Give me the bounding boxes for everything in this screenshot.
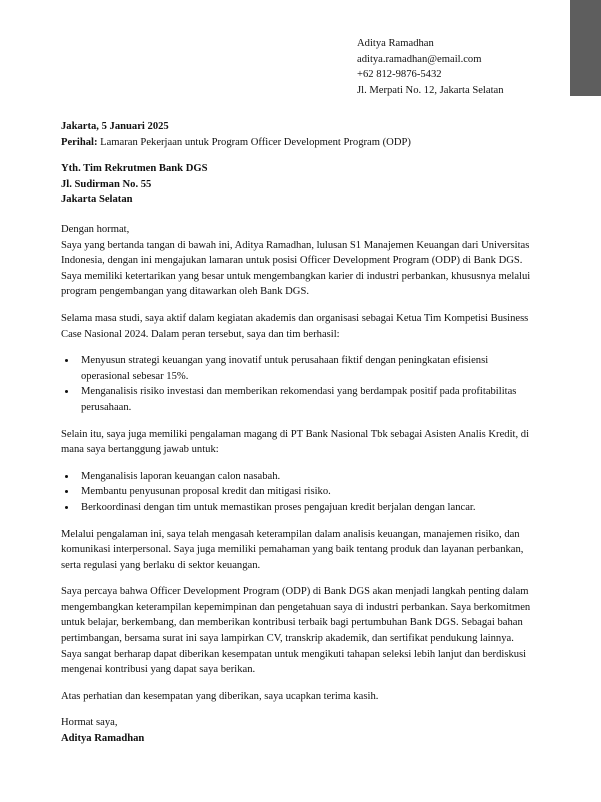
signature-name: Aditya Ramadhan — [61, 733, 145, 745]
recipient-block — [61, 161, 541, 208]
skills-paragraph: Melalui pengalaman ini, saya telah mengasah keterampilan dalam analisis keuangan, manajemen risiko, dan komunikasi interpersonal. Saya juga memiliki pemahaman yang baik tentang produk dan layanan perbankan, serta regulasi yang berlaku di sektor keuangan. — [61, 528, 524, 571]
letter-subject — [61, 135, 541, 151]
closing-block — [61, 715, 537, 746]
list-item: • Menyusun strategi keuangan yang inovatif untuk perusahaan fiktif dengan peningkatan efisiensi operasional sebesar 15%. — [77, 353, 537, 384]
achievements-list — [61, 353, 537, 415]
sender-block — [357, 36, 547, 98]
sender-phone: +62 812-9876-5432 — [357, 69, 442, 81]
letter-body — [61, 222, 537, 747]
sender-address: Jl. Merpati No. 12, Jakarta Selatan — [357, 84, 504, 96]
internship-paragraph: Selain itu, saya juga memiliki pengalaman magang di PT Bank Nasional Tbk sebagai Asisten Analis Kredit, di mana saya bertanggung jawab untuk: — [61, 428, 530, 456]
greeting: Dengan hormat, — [61, 224, 130, 235]
list-item: • Berkoordinasi dengan tim untuk memastikan proses pengajuan kredit berjalan dengan lancar. — [77, 500, 537, 516]
subject-text: Lamaran Pekerjaan untuk Program Officer Development Program (ODP) — [97, 136, 411, 148]
thanks-paragraph: Atas perhatian dan kesempatan yang diberikan, saya ucapkan terima kasih. — [61, 690, 379, 702]
sender-email: aditya.ramadhan@email.com — [357, 53, 482, 65]
list-item: • Menganalisis risiko investasi dan memberikan rekomendasi yang berdampak positif pada profitabilitas perusahaan. — [77, 384, 537, 415]
closing-salutation: Hormat saya, — [61, 717, 118, 729]
list-item: • Membantu penyusunan proposal kredit dan mitigasi risiko. — [77, 484, 537, 500]
belief-paragraph: Saya percaya bahwa Officer Development Program (ODP) di Bank DGS akan menjadi langkah penting dalam mengembangkan keterampilan kepemimpinan dan pengetahuan saya di industri perbankan. Saya berkomitmen untuk belajar, berkembang, dan memberikan kontribusi terbaik bagi pertumbuhan Bank DGS. Sebagai bahan pertimbangan, bersama surat ini saya lampirkan CV, transkrip akademik, dan sertifikat pendukung lainnya. Saya sangat berharap dapat diberikan kesempatan untuk mengikuti tahapan seleksi lebih lanjut dan berdiskusi mengenai kontribusi yang dapat saya berikan. — [61, 586, 531, 676]
letter-date: Jakarta, 5 Januari 2025 — [61, 121, 169, 132]
letter-meta — [61, 119, 541, 150]
list-item: • Menganalisis laporan keuangan calon nasabah. — [77, 469, 537, 485]
scrollbar-thumb[interactable] — [570, 0, 601, 96]
recipient-line: Jakarta Selatan — [61, 194, 133, 206]
subject-label: Perihal: — [61, 136, 98, 148]
duties-list — [61, 469, 537, 516]
studies-paragraph: Selama masa studi, saya aktif dalam kegiatan akademis dan organisasi sebagai Ketua Tim Kompetisi Business Case Nasional 2024. Dalam peran tersebut, saya dan tim berhasil: — [61, 312, 529, 340]
intro-paragraph: Saya yang bertanda tangan di bawah ini, Aditya Ramadhan, lulusan S1 Manajemen Keuangan dari Universitas Indonesia, dengan ini mengajukan lamaran untuk posisi Officer Development Program (ODP) di Bank DGS. Saya memiliki ketertarikan yang besar untuk mengembangkan karier di industri perbankan, khususnya melalui program pengembangan yang ditawarkan oleh Bank DGS. — [61, 239, 531, 298]
recipient-line: Jl. Sudirman No. 55 — [61, 178, 152, 190]
recipient-line: Yth. Tim Rekrutmen Bank DGS — [61, 163, 208, 174]
sender-name: Aditya Ramadhan — [357, 38, 434, 49]
